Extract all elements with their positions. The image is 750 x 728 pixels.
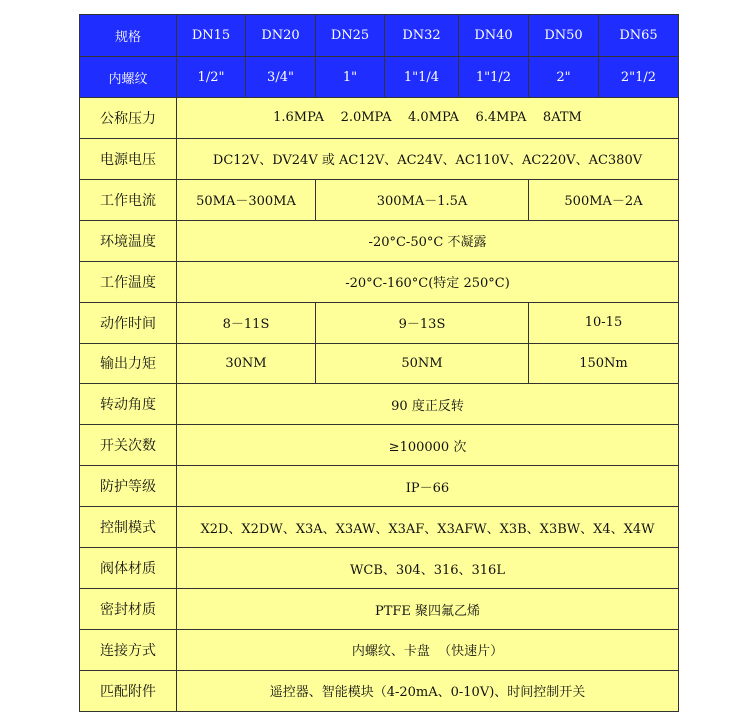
label-accessory: 匹配附件 (80, 670, 177, 711)
row-angle (80, 384, 679, 425)
thread-dn25: 1" (316, 57, 385, 98)
label-pressure: 公称压力 (80, 98, 177, 139)
size-dn25: DN25 (316, 15, 385, 57)
value-work-temp: -20°C-160°C(特定 250°C) (177, 261, 679, 302)
value-current-small: 50MA－300MA (177, 179, 316, 220)
size-dn50: DN50 (529, 15, 599, 57)
label-ambient: 环境温度 (80, 220, 177, 261)
size-dn20: DN20 (246, 15, 316, 57)
row-body-material (80, 548, 679, 589)
row-action-time (80, 302, 679, 343)
header-label-thread: 内螺纹 (80, 57, 177, 98)
label-torque: 输出力矩 (80, 343, 177, 384)
header-row-size (80, 15, 679, 57)
value-action-time-large: 10-15 (529, 302, 679, 343)
value-current-mid: 300MA－1.5A (316, 179, 529, 220)
value-angle: 90 度正反转 (177, 384, 679, 425)
label-body-material: 阀体材质 (80, 548, 177, 589)
value-accessory: 遥控器、智能模块（4-20mA、0-10V)、时间控制开关 (177, 670, 679, 711)
value-ambient: -20°C-50°C 不凝露 (177, 220, 679, 261)
value-action-time-mid: 9－13S (316, 302, 529, 343)
value-action-time-small: 8－11S (177, 302, 316, 343)
value-connection: 内螺纹、卡盘 （快速片） (177, 629, 679, 670)
label-cycles: 开关次数 (80, 425, 177, 466)
row-ambient (80, 220, 679, 261)
value-seal-material: PTFE 聚四氟乙烯 (177, 589, 679, 630)
value-torque-small: 30NM (177, 343, 316, 384)
row-protection (80, 466, 679, 507)
thread-dn50: 2" (529, 57, 599, 98)
row-cycles (80, 425, 679, 466)
size-dn65: DN65 (599, 15, 679, 57)
label-angle: 转动角度 (80, 384, 177, 425)
thread-dn20: 3/4" (246, 57, 316, 98)
value-torque-large: 150Nm (529, 343, 679, 384)
row-torque (80, 343, 679, 384)
label-connection: 连接方式 (80, 629, 177, 670)
value-body-material: WCB、304、316、316L (177, 548, 679, 589)
value-torque-mid: 50NM (316, 343, 529, 384)
row-work-temp (80, 261, 679, 302)
label-current: 工作电流 (80, 179, 177, 220)
row-seal-material (80, 589, 679, 630)
label-work-temp: 工作温度 (80, 261, 177, 302)
row-control (80, 507, 679, 548)
thread-dn15: 1/2" (177, 57, 246, 98)
value-current-large: 500MA－2A (529, 179, 679, 220)
label-seal-material: 密封材质 (80, 589, 177, 630)
header-row-thread (80, 57, 679, 98)
thread-dn32: 1"1/4 (385, 57, 459, 98)
value-control: X2D、X2DW、X3A、X3AW、X3AF、X3AFW、X3B、X3BW、X4、X4W (177, 507, 679, 548)
value-pressure: 1.6MPA 2.0MPA 4.0MPA 6.4MPA 8ATM (177, 98, 679, 139)
row-pressure (80, 98, 679, 139)
value-protection: IP－66 (177, 466, 679, 507)
label-control: 控制模式 (80, 507, 177, 548)
label-voltage: 电源电压 (80, 138, 177, 179)
row-current (80, 179, 679, 220)
size-dn32: DN32 (385, 15, 459, 57)
row-voltage (80, 138, 679, 179)
row-connection (80, 629, 679, 670)
value-voltage: DC12V、DV24V 或 AC12V、AC24V、AC110V、AC220V、AC380V (177, 138, 679, 179)
label-action-time: 动作时间 (80, 302, 177, 343)
thread-dn40: 1"1/2 (459, 57, 529, 98)
header-label-size: 规格 (80, 15, 177, 57)
spec-table (79, 14, 679, 712)
label-protection: 防护等级 (80, 466, 177, 507)
value-cycles: ≥100000 次 (177, 425, 679, 466)
size-dn40: DN40 (459, 15, 529, 57)
row-accessory (80, 670, 679, 711)
thread-dn65: 2"1/2 (599, 57, 679, 98)
size-dn15: DN15 (177, 15, 246, 57)
